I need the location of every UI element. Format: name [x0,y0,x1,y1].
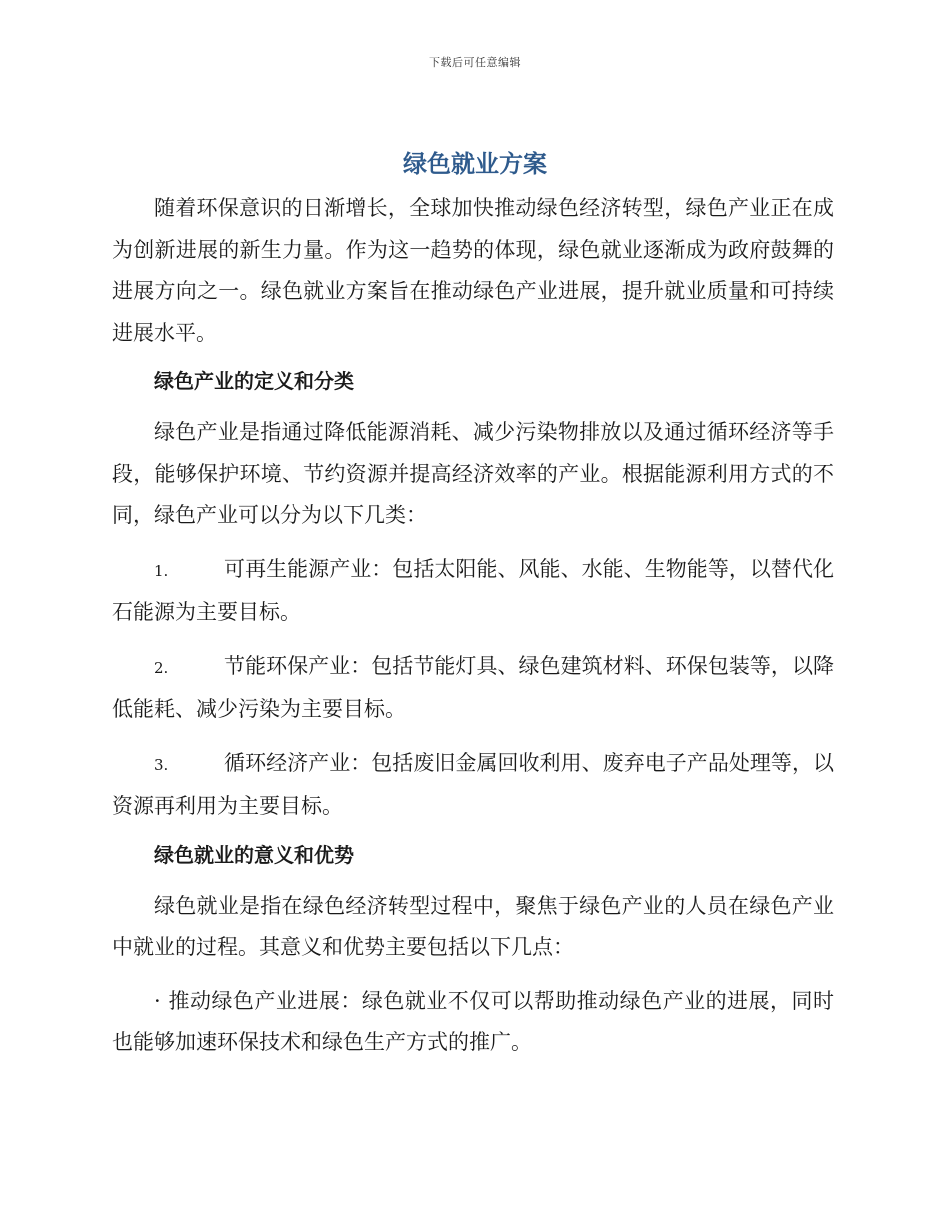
definition-paragraph: 绿色产业是指通过降低能源消耗、减少污染物排放以及通过循环经济等手段，能够保护环境、节约资源并提高经济效率的产业。根据能源利用方式的不同，绿色产业可以分为以下几类： [112,420,834,527]
list-item [112,646,834,731]
document-body [112,188,834,1064]
list-item [112,743,834,828]
header-note: 下载后可任意编辑 [429,56,521,69]
list-number: 2. [154,658,169,677]
list-item [112,549,834,634]
bullet-dot: · [154,988,161,1013]
list-item-text: 循环经济产业：包括废旧金属回收利用、废弃电子产品处理等，以资源再利用为主要目标。 [112,750,834,818]
significance-paragraph: 绿色就业是指在绿色经济转型过程中，聚焦于绿色产业的人员在绿色产业中就业的过程。其意义和优势主要包括以下几点： [112,893,834,959]
bullet-item [112,981,834,1064]
bullet-item-text: 推动绿色产业进展：绿色就业不仅可以帮助推动绿色产业的进展，同时也能够加速环保技术和绿色生产方式的推广。 [112,988,834,1054]
list-item-text: 可再生能源产业：包括太阳能、风能、水能、生物能等，以替代化石能源为主要目标。 [112,556,834,624]
section-heading-definition: 绿色产业的定义和分类 [154,369,354,393]
document-title: 绿色就业方案 [403,150,547,178]
section-heading-significance: 绿色就业的意义和优势 [154,842,354,867]
intro-paragraph: 随着环保意识的日渐增长，全球加快推动绿色经济转型，绿色产业正在成为创新进展的新生力量。作为这一趋势的体现，绿色就业逐渐成为政府鼓舞的进展方向之一。绿色就业方案旨在推动绿色产业进展，提升就业质量和可持续进展水平。 [112,196,834,345]
list-number: 3. [154,755,169,774]
list-item-text: 节能环保产业：包括节能灯具、绿色建筑材料、环保包装等，以降低能耗、减少污染为主要目标。 [112,653,834,721]
list-number: 1. [154,561,169,580]
